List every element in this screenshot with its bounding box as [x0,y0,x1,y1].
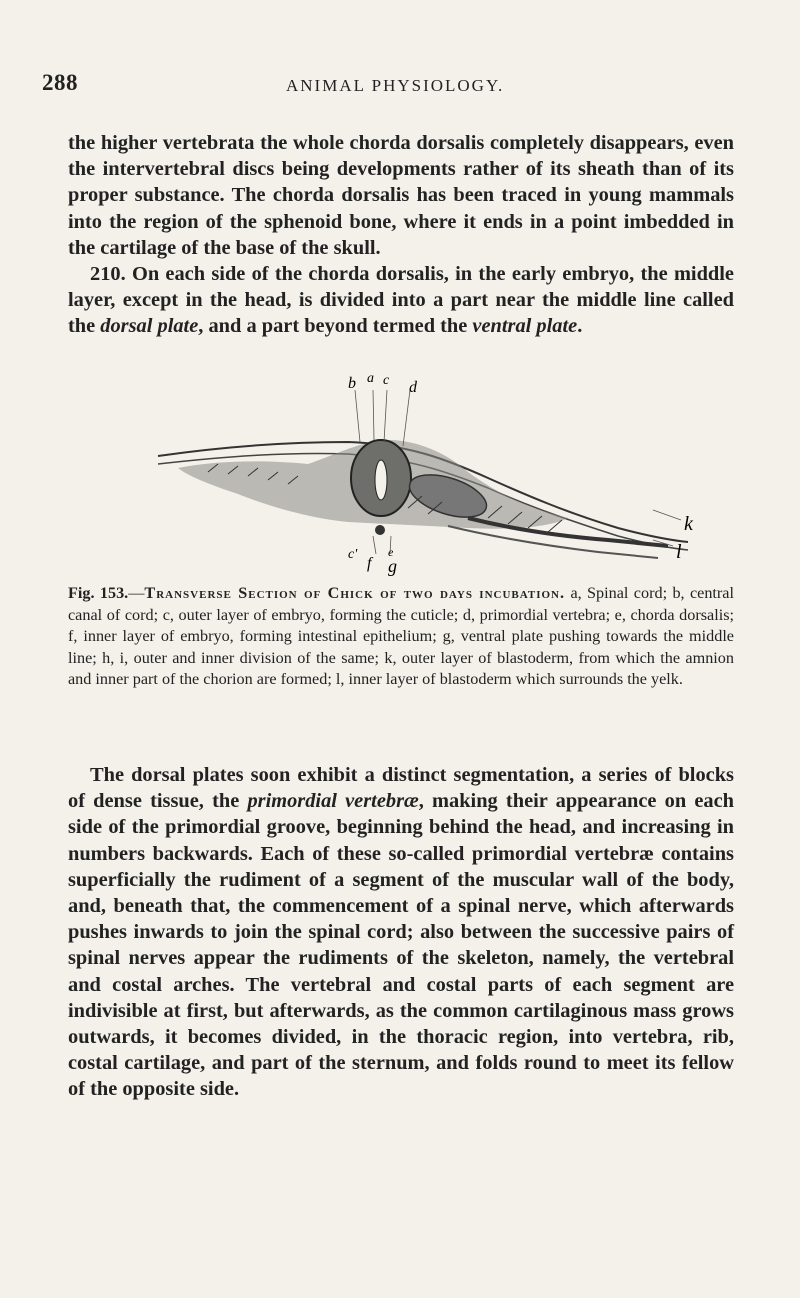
label-d: d [409,379,417,396]
figure-caption [68,583,734,691]
paragraph-text-a: The dorsal plates soon exhibit a distinct segmentation, a series of blocks of dense tissue, the [68,764,734,813]
paragraph-text-b: , making their appearance on each side of the primordial groove, beginning behind the head, and increasing in numbers backwards. Each of these so-called primordial vertebræ contains superficially the rudiment of a segment of the muscular wall of the body, and, beneath that, the commencement of a spinal nerve, which afterwards pushes inwards to join the spinal cord; also between the successive pairs of spinal nerves appear the rudiments of the skeleton, namely, the vertebral and costal arches. The vertebral and costal parts of each segment are indivisible at first, but afterwards, as the common cartilaginous mass grows outwards, it becomes divided, in the thoracic region, into vertebra, rib, costal cartilage, and part of the sternum, and folds round to meet its fellow of the opposite side. [68,790,734,1101]
paragraph-210-text-a: On each side of the chorda dorsalis, in the early embryo, the middle layer, except in the head, is divided into a part near the middle line called the [68,263,734,338]
section-number: 210. [90,263,126,286]
text-block-bottom [68,762,734,1103]
term-primordial-vertebrae: primordial vertebræ [247,790,419,813]
page-number: 288 [42,70,78,95]
paragraph-210 [68,261,734,340]
figure-number: Fig. 153. [68,584,129,602]
label-l: l [676,541,682,563]
term-ventral-plate: ventral plate [472,315,578,338]
label-g: g [388,556,397,576]
central-canal [375,460,387,500]
label-b: b [348,375,356,392]
paragraph-210-text-b: , and a part beyond termed the [198,315,473,338]
running-title: ANIMAL PHYSIOLOGY. [286,76,505,95]
figure-title: Transverse Section of Chick of two days incubation. [144,584,566,602]
label-c-prime: c' [348,547,358,562]
text-block-top [68,130,734,340]
label-c: c [383,373,390,388]
label-k: k [684,513,693,535]
paragraph-continued: the higher vertebrata the whole chorda dorsalis completely disappears, even the intervertebral discs being developments rather of its sheath than of its proper substance. The chorda dorsalis has been traced in young mammals into the region of the sphenoid bone, where it ends in a point imbedded in the cartilage of the base of the skull. [68,132,734,259]
caption-dash: — [128,584,145,602]
chorda-dorsalis [375,525,385,535]
label-e: e [388,545,394,559]
paragraph-210-text-c: . [577,315,583,338]
caption-legend: a, Spinal cord; b, central canal of cord; c, outer layer of embryo, forming the cuticle; d, primordial vertebra; e, chorda dorsalis; f, inner layer of embryo, forming intestinal epithelium; g, ventral plate pushing towards the middle line; h, i, outer and inner division of the same; k, outer layer of blastoderm, from which the amnion and inner part of the chorion are formed; l, inner layer of blastoderm which surrounds the yelk. [68,584,734,689]
term-dorsal-plate: dorsal plate [100,315,199,338]
figure-153-illustration [148,368,708,578]
paragraph-primordial-vertebrae [68,762,734,1103]
label-f: f [367,555,372,572]
label-a: a [367,371,374,386]
transverse-section-drawing [148,368,708,578]
